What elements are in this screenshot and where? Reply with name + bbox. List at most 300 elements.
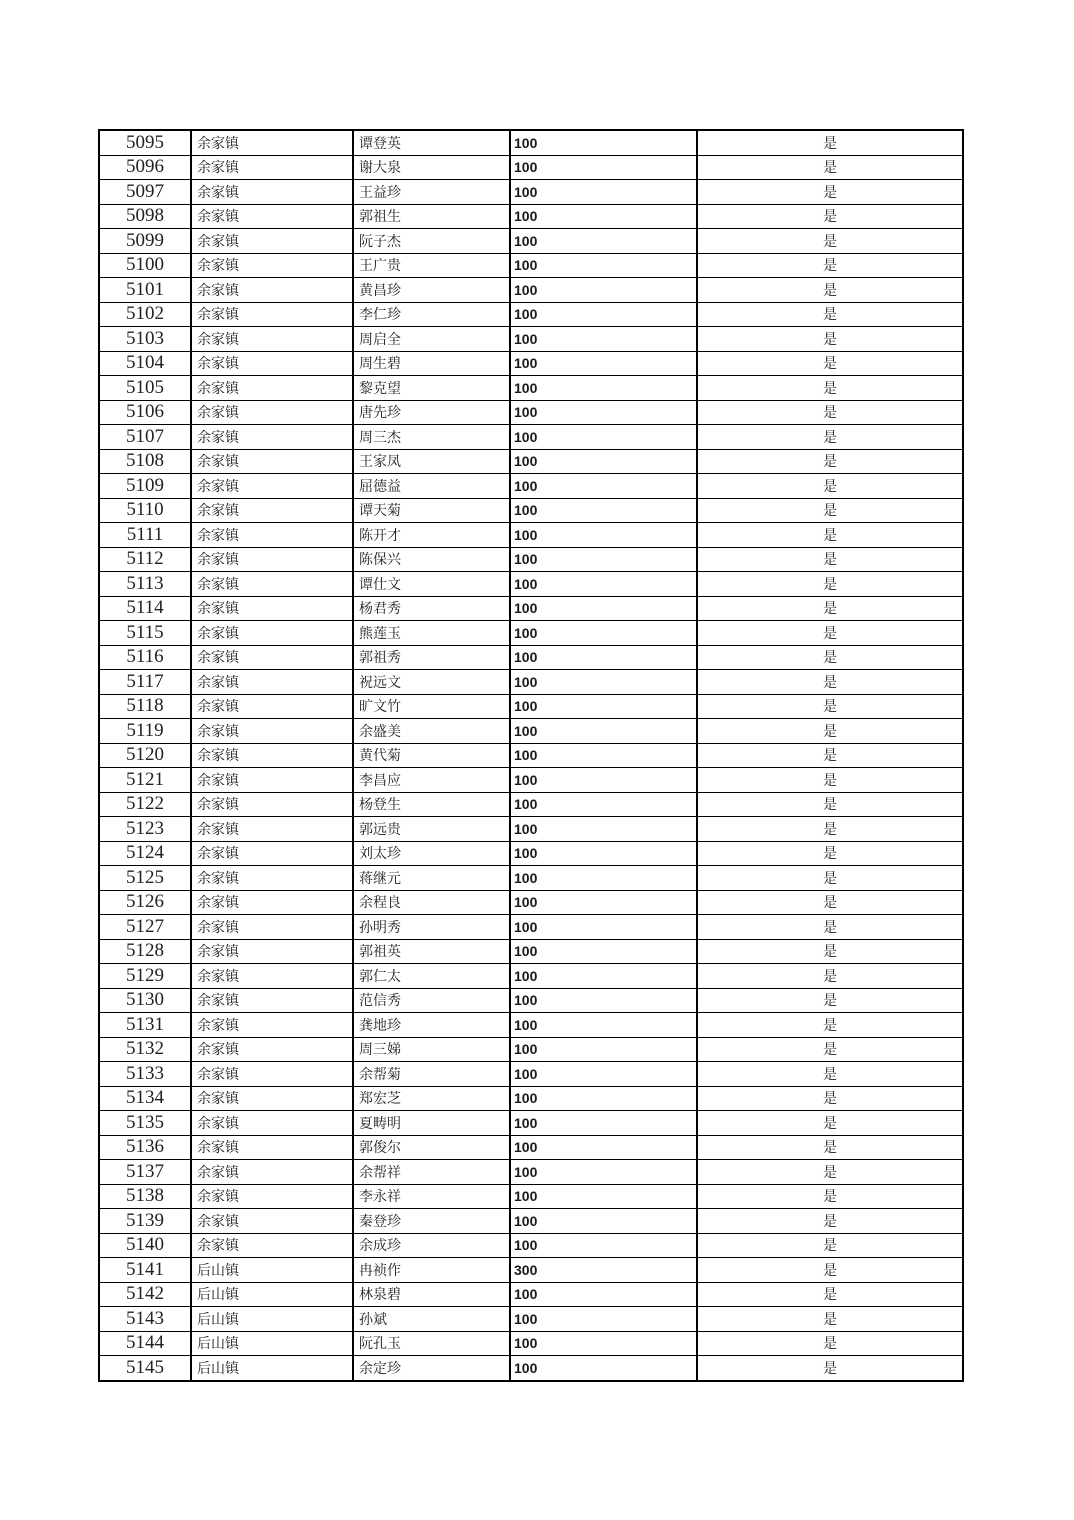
cell-town: 余家镇 — [191, 302, 353, 327]
table-row — [99, 719, 963, 744]
table-row — [99, 743, 963, 768]
cell-person-name: 蒋继元 — [353, 866, 510, 891]
cell-confirmed: 是 — [697, 425, 963, 450]
cell-person-name: 杨登生 — [353, 792, 510, 817]
cell-amount: 100 — [510, 1111, 697, 1136]
cell-town: 余家镇 — [191, 400, 353, 425]
cell-serial-number: 5136 — [99, 1135, 191, 1160]
cell-serial-number: 5123 — [99, 817, 191, 842]
cell-town: 余家镇 — [191, 694, 353, 719]
cell-person-name: 周三娣 — [353, 1037, 510, 1062]
cell-town: 余家镇 — [191, 155, 353, 180]
cell-serial-number: 5115 — [99, 621, 191, 646]
table-row — [99, 130, 963, 155]
cell-confirmed: 是 — [697, 915, 963, 940]
cell-person-name: 谭登英 — [353, 130, 510, 155]
cell-confirmed: 是 — [697, 1307, 963, 1332]
cell-person-name: 黎克望 — [353, 376, 510, 401]
cell-amount: 100 — [510, 988, 697, 1013]
cell-confirmed: 是 — [697, 1037, 963, 1062]
cell-town: 余家镇 — [191, 621, 353, 646]
cell-serial-number: 5130 — [99, 988, 191, 1013]
table-row — [99, 327, 963, 352]
cell-person-name: 阮孔玉 — [353, 1331, 510, 1356]
cell-confirmed: 是 — [697, 866, 963, 891]
cell-confirmed: 是 — [697, 351, 963, 376]
cell-confirmed: 是 — [697, 1258, 963, 1283]
cell-amount: 100 — [510, 841, 697, 866]
cell-town: 余家镇 — [191, 841, 353, 866]
table-row — [99, 278, 963, 303]
table-row — [99, 694, 963, 719]
table-row — [99, 841, 963, 866]
cell-confirmed: 是 — [697, 498, 963, 523]
cell-amount: 100 — [510, 621, 697, 646]
cell-serial-number: 5108 — [99, 449, 191, 474]
cell-confirmed: 是 — [697, 400, 963, 425]
table-row — [99, 670, 963, 695]
cell-confirmed: 是 — [697, 1282, 963, 1307]
cell-serial-number: 5144 — [99, 1331, 191, 1356]
cell-person-name: 郭祖英 — [353, 939, 510, 964]
cell-amount: 100 — [510, 1233, 697, 1258]
cell-person-name: 孙明秀 — [353, 915, 510, 940]
cell-serial-number: 5119 — [99, 719, 191, 744]
cell-amount: 100 — [510, 1307, 697, 1332]
cell-serial-number: 5125 — [99, 866, 191, 891]
cell-confirmed: 是 — [697, 523, 963, 548]
cell-serial-number: 5109 — [99, 474, 191, 499]
cell-confirmed: 是 — [697, 449, 963, 474]
cell-town: 余家镇 — [191, 547, 353, 572]
cell-amount: 100 — [510, 1209, 697, 1234]
cell-confirmed: 是 — [697, 1086, 963, 1111]
cell-confirmed: 是 — [697, 719, 963, 744]
cell-serial-number: 5098 — [99, 204, 191, 229]
cell-serial-number: 5132 — [99, 1037, 191, 1062]
cell-amount: 100 — [510, 253, 697, 278]
cell-town: 余家镇 — [191, 890, 353, 915]
cell-person-name: 郭祖生 — [353, 204, 510, 229]
table-row — [99, 1282, 963, 1307]
cell-amount: 100 — [510, 376, 697, 401]
table-row — [99, 1209, 963, 1234]
cell-serial-number: 5124 — [99, 841, 191, 866]
cell-serial-number: 5142 — [99, 1282, 191, 1307]
cell-confirmed: 是 — [697, 768, 963, 793]
cell-amount: 100 — [510, 792, 697, 817]
cell-confirmed: 是 — [697, 1184, 963, 1209]
table-row — [99, 596, 963, 621]
cell-person-name: 唐先珍 — [353, 400, 510, 425]
cell-amount: 100 — [510, 1086, 697, 1111]
cell-confirmed: 是 — [697, 547, 963, 572]
cell-town: 余家镇 — [191, 719, 353, 744]
table-row — [99, 866, 963, 891]
cell-town: 余家镇 — [191, 425, 353, 450]
cell-amount: 100 — [510, 1184, 697, 1209]
cell-person-name: 李永祥 — [353, 1184, 510, 1209]
cell-confirmed: 是 — [697, 621, 963, 646]
cell-town: 余家镇 — [191, 327, 353, 352]
cell-amount: 100 — [510, 327, 697, 352]
cell-confirmed: 是 — [697, 1062, 963, 1087]
cell-town: 后山镇 — [191, 1307, 353, 1332]
cell-confirmed: 是 — [697, 1331, 963, 1356]
cell-amount: 100 — [510, 204, 697, 229]
cell-confirmed: 是 — [697, 180, 963, 205]
cell-town: 后山镇 — [191, 1331, 353, 1356]
cell-serial-number: 5101 — [99, 278, 191, 303]
cell-town: 余家镇 — [191, 964, 353, 989]
cell-person-name: 祝远文 — [353, 670, 510, 695]
cell-serial-number: 5114 — [99, 596, 191, 621]
cell-person-name: 余成珍 — [353, 1233, 510, 1258]
cell-amount: 100 — [510, 915, 697, 940]
cell-town: 余家镇 — [191, 1160, 353, 1185]
cell-amount: 100 — [510, 474, 697, 499]
cell-person-name: 夏畴明 — [353, 1111, 510, 1136]
cell-town: 后山镇 — [191, 1258, 353, 1283]
cell-town: 余家镇 — [191, 988, 353, 1013]
table-row — [99, 1184, 963, 1209]
cell-person-name: 余盛美 — [353, 719, 510, 744]
table-row — [99, 988, 963, 1013]
cell-town: 余家镇 — [191, 1209, 353, 1234]
cell-serial-number: 5113 — [99, 572, 191, 597]
cell-town: 余家镇 — [191, 1013, 353, 1038]
table-row — [99, 474, 963, 499]
cell-person-name: 王广贵 — [353, 253, 510, 278]
cell-town: 余家镇 — [191, 939, 353, 964]
cell-serial-number: 5117 — [99, 670, 191, 695]
cell-town: 余家镇 — [191, 229, 353, 254]
cell-amount: 100 — [510, 1013, 697, 1038]
table-container — [98, 129, 964, 1382]
cell-confirmed: 是 — [697, 596, 963, 621]
cell-confirmed: 是 — [697, 155, 963, 180]
cell-serial-number: 5137 — [99, 1160, 191, 1185]
cell-amount: 100 — [510, 278, 697, 303]
table-row — [99, 253, 963, 278]
cell-confirmed: 是 — [697, 572, 963, 597]
cell-amount: 100 — [510, 890, 697, 915]
cell-amount: 100 — [510, 768, 697, 793]
table-row — [99, 1160, 963, 1185]
cell-person-name: 郭俊尔 — [353, 1135, 510, 1160]
cell-amount: 100 — [510, 1135, 697, 1160]
cell-town: 余家镇 — [191, 376, 353, 401]
cell-serial-number: 5103 — [99, 327, 191, 352]
cell-person-name: 余帮菊 — [353, 1062, 510, 1087]
cell-confirmed: 是 — [697, 817, 963, 842]
cell-amount: 100 — [510, 1160, 697, 1185]
cell-amount: 100 — [510, 1282, 697, 1307]
table-row — [99, 449, 963, 474]
cell-person-name: 杨君秀 — [353, 596, 510, 621]
cell-amount: 100 — [510, 523, 697, 548]
cell-confirmed: 是 — [697, 302, 963, 327]
cell-town: 余家镇 — [191, 130, 353, 155]
cell-amount: 100 — [510, 670, 697, 695]
cell-town: 余家镇 — [191, 449, 353, 474]
cell-serial-number: 5128 — [99, 939, 191, 964]
cell-person-name: 余定珍 — [353, 1356, 510, 1381]
cell-amount: 100 — [510, 155, 697, 180]
cell-town: 余家镇 — [191, 351, 353, 376]
cell-serial-number: 5140 — [99, 1233, 191, 1258]
cell-amount: 100 — [510, 866, 697, 891]
cell-person-name: 林泉碧 — [353, 1282, 510, 1307]
cell-serial-number: 5135 — [99, 1111, 191, 1136]
cell-person-name: 李昌应 — [353, 768, 510, 793]
cell-serial-number: 5107 — [99, 425, 191, 450]
table-row — [99, 302, 963, 327]
cell-serial-number: 5111 — [99, 523, 191, 548]
cell-confirmed: 是 — [697, 376, 963, 401]
cell-serial-number: 5139 — [99, 1209, 191, 1234]
cell-serial-number: 5143 — [99, 1307, 191, 1332]
cell-confirmed: 是 — [697, 645, 963, 670]
cell-amount: 100 — [510, 964, 697, 989]
cell-confirmed: 是 — [697, 229, 963, 254]
cell-person-name: 黄昌珍 — [353, 278, 510, 303]
cell-town: 余家镇 — [191, 474, 353, 499]
cell-amount: 100 — [510, 498, 697, 523]
cell-person-name: 秦登珍 — [353, 1209, 510, 1234]
cell-person-name: 王益珍 — [353, 180, 510, 205]
table-row — [99, 964, 963, 989]
cell-town: 余家镇 — [191, 792, 353, 817]
table-body — [99, 130, 963, 1381]
cell-confirmed: 是 — [697, 1209, 963, 1234]
cell-confirmed: 是 — [697, 964, 963, 989]
table-row — [99, 229, 963, 254]
cell-confirmed: 是 — [697, 278, 963, 303]
cell-amount: 100 — [510, 302, 697, 327]
cell-confirmed: 是 — [697, 890, 963, 915]
cell-person-name: 余程良 — [353, 890, 510, 915]
cell-person-name: 龚地珍 — [353, 1013, 510, 1038]
table-row — [99, 890, 963, 915]
cell-person-name: 阮子杰 — [353, 229, 510, 254]
cell-serial-number: 5096 — [99, 155, 191, 180]
cell-person-name: 陈保兴 — [353, 547, 510, 572]
cell-town: 余家镇 — [191, 253, 353, 278]
table-row — [99, 572, 963, 597]
cell-confirmed: 是 — [697, 694, 963, 719]
table-row — [99, 155, 963, 180]
cell-town: 余家镇 — [191, 572, 353, 597]
table-row — [99, 425, 963, 450]
cell-confirmed: 是 — [697, 1233, 963, 1258]
cell-confirmed: 是 — [697, 792, 963, 817]
cell-confirmed: 是 — [697, 743, 963, 768]
cell-town: 余家镇 — [191, 915, 353, 940]
cell-amount: 100 — [510, 817, 697, 842]
cell-confirmed: 是 — [697, 253, 963, 278]
table-row — [99, 180, 963, 205]
cell-amount: 100 — [510, 694, 697, 719]
cell-serial-number: 5104 — [99, 351, 191, 376]
cell-amount: 100 — [510, 425, 697, 450]
cell-amount: 100 — [510, 351, 697, 376]
table-row — [99, 1013, 963, 1038]
cell-town: 余家镇 — [191, 1111, 353, 1136]
cell-town: 余家镇 — [191, 1086, 353, 1111]
cell-person-name: 谭天菊 — [353, 498, 510, 523]
cell-person-name: 冉祯作 — [353, 1258, 510, 1283]
cell-serial-number: 5121 — [99, 768, 191, 793]
table-row — [99, 376, 963, 401]
cell-confirmed: 是 — [697, 1160, 963, 1185]
cell-person-name: 熊莲玉 — [353, 621, 510, 646]
cell-serial-number: 5122 — [99, 792, 191, 817]
cell-serial-number: 5133 — [99, 1062, 191, 1087]
cell-town: 余家镇 — [191, 498, 353, 523]
table-row — [99, 1331, 963, 1356]
table-row — [99, 523, 963, 548]
cell-person-name: 王家凤 — [353, 449, 510, 474]
cell-amount: 100 — [510, 743, 697, 768]
cell-amount: 100 — [510, 229, 697, 254]
cell-serial-number: 5126 — [99, 890, 191, 915]
cell-serial-number: 5116 — [99, 645, 191, 670]
cell-person-name: 郭祖秀 — [353, 645, 510, 670]
cell-confirmed: 是 — [697, 1111, 963, 1136]
cell-amount: 100 — [510, 645, 697, 670]
cell-town: 余家镇 — [191, 768, 353, 793]
cell-serial-number: 5105 — [99, 376, 191, 401]
table-row — [99, 1062, 963, 1087]
cell-serial-number: 5102 — [99, 302, 191, 327]
cell-person-name: 谢大泉 — [353, 155, 510, 180]
cell-confirmed: 是 — [697, 939, 963, 964]
cell-confirmed: 是 — [697, 1013, 963, 1038]
table-row — [99, 547, 963, 572]
cell-confirmed: 是 — [697, 130, 963, 155]
cell-person-name: 余帮祥 — [353, 1160, 510, 1185]
cell-person-name: 郭远贵 — [353, 817, 510, 842]
table-row — [99, 1258, 963, 1283]
cell-person-name: 李仁珍 — [353, 302, 510, 327]
cell-person-name: 孙斌 — [353, 1307, 510, 1332]
cell-amount: 100 — [510, 1356, 697, 1381]
cell-serial-number: 5138 — [99, 1184, 191, 1209]
cell-person-name: 黄代菊 — [353, 743, 510, 768]
cell-serial-number: 5110 — [99, 498, 191, 523]
table-row — [99, 1037, 963, 1062]
table-row — [99, 204, 963, 229]
cell-serial-number: 5129 — [99, 964, 191, 989]
cell-serial-number: 5134 — [99, 1086, 191, 1111]
cell-town: 余家镇 — [191, 1062, 353, 1087]
table-row — [99, 621, 963, 646]
cell-town: 后山镇 — [191, 1356, 353, 1381]
cell-amount: 100 — [510, 939, 697, 964]
cell-town: 后山镇 — [191, 1282, 353, 1307]
cell-amount: 100 — [510, 130, 697, 155]
cell-serial-number: 5118 — [99, 694, 191, 719]
cell-person-name: 周三杰 — [353, 425, 510, 450]
cell-town: 余家镇 — [191, 523, 353, 548]
table-row — [99, 1111, 963, 1136]
cell-amount: 100 — [510, 400, 697, 425]
cell-person-name: 周生碧 — [353, 351, 510, 376]
cell-town: 余家镇 — [191, 1037, 353, 1062]
cell-person-name: 屈德益 — [353, 474, 510, 499]
cell-town: 余家镇 — [191, 1135, 353, 1160]
cell-town: 余家镇 — [191, 645, 353, 670]
cell-amount: 100 — [510, 180, 697, 205]
table-row — [99, 498, 963, 523]
cell-person-name: 周启全 — [353, 327, 510, 352]
table-row — [99, 645, 963, 670]
cell-person-name: 刘太珍 — [353, 841, 510, 866]
cell-person-name: 陈开才 — [353, 523, 510, 548]
cell-amount: 100 — [510, 1331, 697, 1356]
cell-person-name: 郑宏芝 — [353, 1086, 510, 1111]
cell-amount: 100 — [510, 1062, 697, 1087]
cell-amount: 100 — [510, 1037, 697, 1062]
table-row — [99, 1086, 963, 1111]
cell-person-name: 郭仁太 — [353, 964, 510, 989]
cell-confirmed: 是 — [697, 1135, 963, 1160]
table-row — [99, 768, 963, 793]
cell-amount: 100 — [510, 719, 697, 744]
cell-serial-number: 5141 — [99, 1258, 191, 1283]
cell-amount: 100 — [510, 547, 697, 572]
table-row — [99, 915, 963, 940]
cell-amount: 100 — [510, 449, 697, 474]
cell-town: 余家镇 — [191, 743, 353, 768]
cell-confirmed: 是 — [697, 841, 963, 866]
cell-confirmed: 是 — [697, 327, 963, 352]
cell-serial-number: 5145 — [99, 1356, 191, 1381]
cell-serial-number: 5131 — [99, 1013, 191, 1038]
cell-town: 余家镇 — [191, 1184, 353, 1209]
cell-town: 余家镇 — [191, 1233, 353, 1258]
table-row — [99, 939, 963, 964]
cell-serial-number: 5112 — [99, 547, 191, 572]
cell-town: 余家镇 — [191, 204, 353, 229]
cell-town: 余家镇 — [191, 670, 353, 695]
cell-amount: 100 — [510, 596, 697, 621]
cell-serial-number: 5106 — [99, 400, 191, 425]
cell-person-name: 范信秀 — [353, 988, 510, 1013]
cell-town: 余家镇 — [191, 180, 353, 205]
data-table — [98, 129, 964, 1382]
table-row — [99, 1233, 963, 1258]
cell-serial-number: 5099 — [99, 229, 191, 254]
cell-confirmed: 是 — [697, 204, 963, 229]
cell-serial-number: 5095 — [99, 130, 191, 155]
table-row — [99, 792, 963, 817]
cell-amount: 100 — [510, 572, 697, 597]
cell-amount: 300 — [510, 1258, 697, 1283]
cell-confirmed: 是 — [697, 988, 963, 1013]
cell-serial-number: 5127 — [99, 915, 191, 940]
table-row — [99, 1307, 963, 1332]
cell-town: 余家镇 — [191, 596, 353, 621]
table-row — [99, 351, 963, 376]
table-row — [99, 1135, 963, 1160]
table-row — [99, 1356, 963, 1381]
cell-serial-number: 5100 — [99, 253, 191, 278]
cell-town: 余家镇 — [191, 866, 353, 891]
cell-confirmed: 是 — [697, 670, 963, 695]
cell-serial-number: 5097 — [99, 180, 191, 205]
